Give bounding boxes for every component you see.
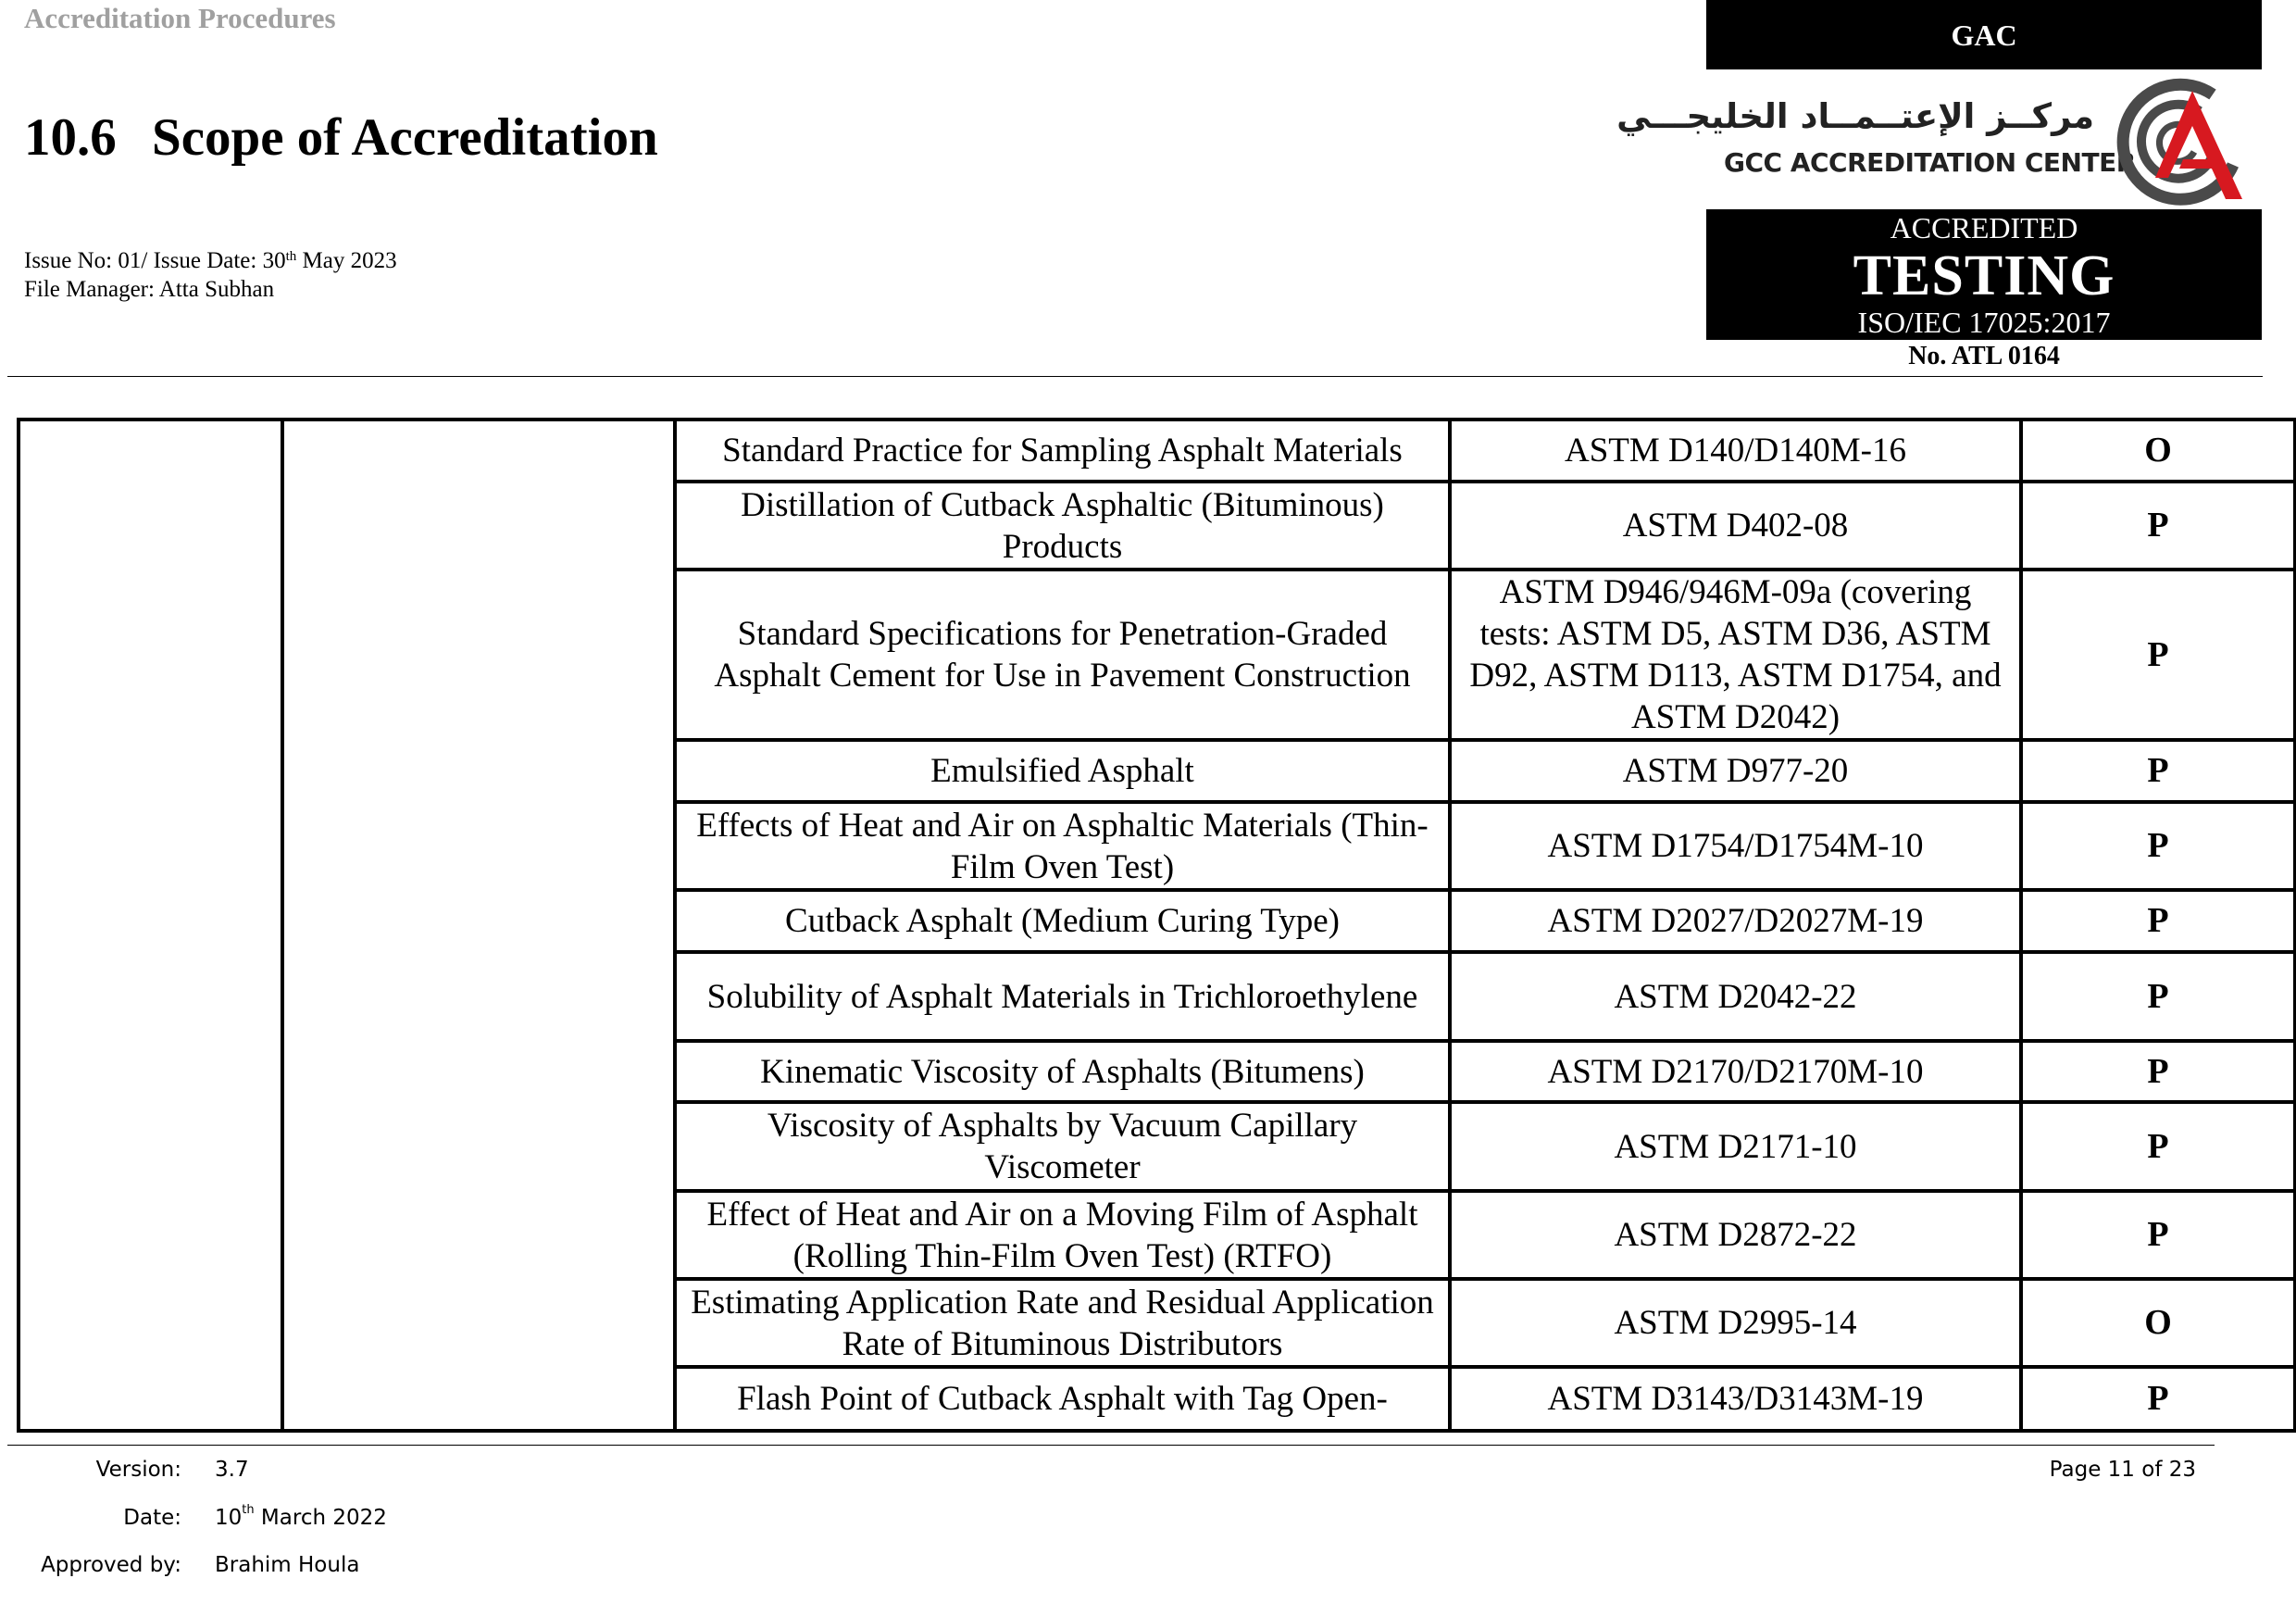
date-value: 10th March 2022: [215, 1503, 387, 1530]
accreditation-number: No. ATL 0164: [1908, 342, 2060, 370]
test-name-cell: Viscosity of Asphalts by Vacuum Capillary Viscometer: [675, 1102, 1450, 1191]
code-cell: O: [2021, 1279, 2295, 1367]
method-cell: ASTM D977-20: [1450, 740, 2021, 802]
test-name-cell: Distillation of Cutback Asphaltic (Bituminous) Products: [675, 482, 1450, 570]
testing-label: TESTING: [1853, 244, 2115, 307]
procedures-label: Accreditation Procedures: [24, 2, 336, 34]
page-number: Page 11 of 23: [2049, 1458, 2196, 1482]
test-name-cell: Solubility of Asphalt Materials in Trichloroethylene: [675, 952, 1450, 1041]
code-cell: P: [2021, 570, 2295, 740]
test-name-cell: Emulsified Asphalt: [675, 740, 1450, 802]
header-divider: [7, 376, 2263, 377]
method-cell: ASTM D946/946M-09a (covering tests: ASTM D5, ASTM D36, ASTM D92, ASTM D113, ASTM D1754, and ASTM D2042): [1450, 570, 2021, 740]
version-label: Version:: [95, 1458, 181, 1482]
section-title: Scope of Accreditation: [152, 108, 658, 167]
logo-english-text: GCC ACCREDITATION CENTER: [1724, 147, 2136, 178]
iso-standard: ISO/IEC 17025:2017: [1857, 306, 2111, 339]
logo-arabic-text: مركــز الإعتــمــاد الخليجـــي: [1616, 96, 2094, 136]
method-cell: ASTM D3143/D3143M-19: [1450, 1367, 2021, 1431]
accreditation-badge: [1706, 209, 2262, 340]
file-manager: File Manager: Atta Subhan: [24, 277, 275, 302]
code-cell: O: [2021, 420, 2295, 482]
code-cell: P: [2021, 740, 2295, 802]
version-value: 3.7: [215, 1458, 249, 1482]
test-name-cell: Standard Specifications for Penetration-Graded Asphalt Cement for Use in Pavement Construction: [675, 570, 1450, 740]
section-heading: [24, 107, 658, 168]
test-name-cell: Effect of Heat and Air on a Moving Film of Asphalt (Rolling Thin-Film Oven Test) (RTFO): [675, 1191, 1450, 1279]
code-cell: P: [2021, 1102, 2295, 1191]
code-cell: P: [2021, 890, 2295, 952]
code-cell: P: [2021, 482, 2295, 570]
scope-table: [17, 418, 2296, 1433]
method-cell: ASTM D2171-10: [1450, 1102, 2021, 1191]
section-number: 10.6: [24, 108, 117, 167]
test-name-cell: Cutback Asphalt (Medium Curing Type): [675, 890, 1450, 952]
code-cell: P: [2021, 1191, 2295, 1279]
method-cell: ASTM D2042-22: [1450, 952, 2021, 1041]
test-name-cell: Estimating Application Rate and Residual Application Rate of Bituminous Distributors: [675, 1279, 1450, 1367]
footer-divider: [7, 1445, 2215, 1446]
blank-cell-col1: [19, 420, 282, 1431]
method-cell: ASTM D1754/D1754M-10: [1450, 802, 2021, 890]
table-row: [19, 420, 2295, 482]
method-cell: ASTM D140/D140M-16: [1450, 420, 2021, 482]
method-cell: ASTM D2170/D2170M-10: [1450, 1041, 2021, 1102]
gac-banner: GAC: [1706, 0, 2262, 69]
code-cell: P: [2021, 952, 2295, 1041]
test-name-cell: Effects of Heat and Air on Asphaltic Materials (Thin-Film Oven Test): [675, 802, 1450, 890]
blank-cell-col2: [282, 420, 675, 1431]
test-name-cell: Standard Practice for Sampling Asphalt Materials: [675, 420, 1450, 482]
code-cell: P: [2021, 1367, 2295, 1431]
gcc-logo-icon: [2103, 74, 2252, 208]
method-cell: ASTM D2027/D2027M-19: [1450, 890, 2021, 952]
issue-line: Issue No: 01/ Issue Date: 30th May 2023: [24, 248, 397, 273]
approved-value: Brahim Houla: [215, 1553, 360, 1577]
test-name-cell: Kinematic Viscosity of Asphalts (Bitumens): [675, 1041, 1450, 1102]
test-name-cell: Flash Point of Cutback Asphalt with Tag Open-: [675, 1367, 1450, 1431]
code-cell: P: [2021, 802, 2295, 890]
date-label: Date:: [123, 1506, 181, 1530]
code-cell: P: [2021, 1041, 2295, 1102]
issue-info: [24, 246, 397, 304]
approved-label: Approved by:: [41, 1553, 181, 1577]
method-cell: ASTM D402-08: [1450, 482, 2021, 570]
method-cell: ASTM D2995-14: [1450, 1279, 2021, 1367]
accredited-label: ACCREDITED: [1890, 211, 2078, 244]
method-cell: ASTM D2872-22: [1450, 1191, 2021, 1279]
